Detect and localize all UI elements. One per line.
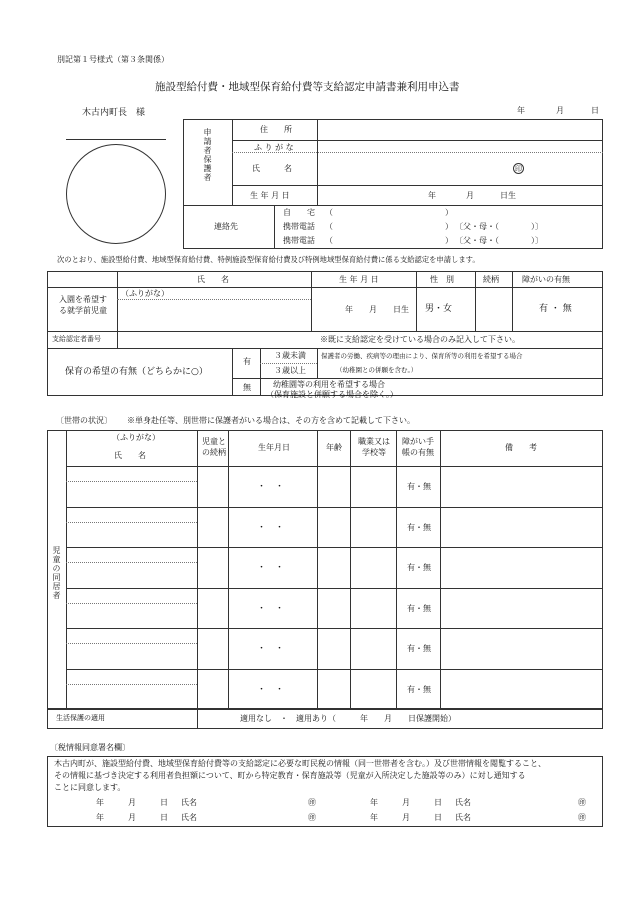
paren-close: ） <box>445 236 453 245</box>
hh-row-disability[interactable]: 有・無 <box>407 563 431 572</box>
hh-col-disability-2: 帳の有無 <box>402 448 434 457</box>
child-name-field[interactable] <box>119 301 309 329</box>
col-dob: 生 年 月 日 <box>339 275 379 284</box>
table-row[interactable] <box>66 507 603 548</box>
hh-col-furigana: （ふりがな） <box>112 433 160 442</box>
hh-col-job-1: 職業又は <box>358 437 390 446</box>
sig-2-seal: ㊞ <box>578 798 586 807</box>
hh-col-dob: 生年月日 <box>258 443 290 452</box>
home-phone-label: 自 宅 <box>283 208 315 217</box>
child-disability-value[interactable]: 有 ・ 無 <box>539 304 572 314</box>
sig-2-name-label: 氏名 <box>455 798 471 807</box>
dob-year: 年 <box>428 191 436 200</box>
sig-1-name-field[interactable] <box>200 797 305 808</box>
yes-desc-2: （幼稚園との併願を含む。） <box>336 366 418 374</box>
hh-col-age: 年齢 <box>326 443 342 452</box>
col-relation: 続柄 <box>483 275 499 284</box>
tax-heading: 〔税情報同意署名欄〕 <box>50 743 130 752</box>
nursery-no[interactable]: 無 <box>243 383 251 392</box>
under3-option[interactable]: ３歳未満 <box>274 351 306 360</box>
paren-close: ） <box>445 222 453 231</box>
stamp-circle[interactable] <box>66 144 166 244</box>
yes-desc-1: 保護者の労働、疾病等の理由により、保育所等の利用を希望する場合 <box>321 352 523 360</box>
furigana-field[interactable] <box>320 142 600 152</box>
cert-number-field[interactable] <box>119 333 314 347</box>
table-row[interactable] <box>66 588 603 629</box>
sig-1-name-label: 氏名 <box>181 798 197 807</box>
child-row-label-2: る就学前児童 <box>59 306 107 315</box>
hh-row-dob[interactable]: ・ ・ <box>257 685 285 695</box>
child-row-label-1: 入園を希望す <box>59 295 107 304</box>
hh-row-dob[interactable]: ・ ・ <box>257 482 285 492</box>
cert-number-label: 支給認定者番号 <box>52 335 101 343</box>
hh-row-disability[interactable]: 有・無 <box>407 644 431 653</box>
sig-4-seal: ㊞ <box>578 813 586 822</box>
hh-col-remarks: 備 考 <box>505 443 537 452</box>
hh-row-dob[interactable]: ・ ・ <box>257 604 285 614</box>
mobile-1-label: 携帯電話 <box>283 222 315 231</box>
sig-3-name-field[interactable] <box>200 812 305 823</box>
name-label: 氏 名 <box>252 164 292 173</box>
child-relation-field[interactable] <box>477 289 510 329</box>
sig-4-date: 年 月 日 <box>370 813 442 822</box>
tax-text-1: 木古内町が、施設型給付費、地域型保育給付費等の支給認定に必要な町民税の情報（同一世帯者を含む。）及び世帯情報を閲覧すること、 <box>54 759 546 768</box>
hh-col-name: 氏 名 <box>114 451 146 460</box>
hh-row-disability[interactable]: 有・無 <box>407 482 431 491</box>
over3-option[interactable]: ３歳以上 <box>274 366 306 375</box>
sig-1-seal: ㊞ <box>308 798 316 807</box>
nursery-yes[interactable]: 有 <box>243 357 251 366</box>
cert-number-note: ※既に支給認定を受けている場合のみ記入して下さい。 <box>320 335 520 344</box>
table-row[interactable] <box>66 628 603 669</box>
addressee: 木古内町長 様 <box>82 108 146 118</box>
stamp-top-line <box>66 139 166 140</box>
sig-4-name-label: 氏名 <box>455 813 471 822</box>
household-note: ※単身赴任等、別世帯に保護者がいる場合は、その方を含めて記載して下さい。 <box>127 416 415 425</box>
intro-text: 次のとおり、施設型給付費、地域型保育給付費、特例施設型保育給付費及び特例地域型保育給付費に係る支給認定を申請します。 <box>57 255 480 264</box>
household-heading: 〔世帯の状況〕 <box>56 416 112 425</box>
hh-row-dob[interactable]: ・ ・ <box>257 563 285 573</box>
hh-col-job-2: 学校等 <box>362 448 386 457</box>
sig-4-name-field[interactable] <box>474 812 574 823</box>
welfare-label: 生活保護の適用 <box>56 714 105 722</box>
mobile-2-label: 携帯電話 <box>283 236 315 245</box>
hh-row-disability[interactable]: 有・無 <box>407 604 431 613</box>
tax-text-2: その情報に基づき決定する利用者負担額について、町から特定教育・保育施設等（児童が入所決定した施設等のみ）に対し通知する <box>54 771 526 780</box>
sig-3-date: 年 月 日 <box>96 813 168 822</box>
nursery-label: 保育の希望の有無（どちらかに○） <box>65 367 208 377</box>
hh-col-disability-1: 障がい手 <box>402 437 434 446</box>
col-sex: 性 別 <box>430 275 454 284</box>
relation-2: 〔父・母・（ ）〕 <box>455 236 543 245</box>
table-row[interactable] <box>66 547 603 588</box>
col-name: 氏 名 <box>197 275 229 284</box>
paren-open: （ <box>325 208 333 217</box>
address-field[interactable] <box>320 121 600 139</box>
sig-3-seal: ㊞ <box>308 813 316 822</box>
child-furigana-note: （ふりがな） <box>121 289 169 298</box>
col-disability: 障がいの有無 <box>522 275 570 284</box>
paren-open: （ <box>325 236 333 245</box>
sig-2-date: 年 月 日 <box>370 798 442 807</box>
no-desc-2: （保育施設と併願する場合を除く。） <box>266 390 398 399</box>
hh-row-disability[interactable]: 有・無 <box>407 523 431 532</box>
hh-row-disability[interactable]: 有・無 <box>407 685 431 694</box>
tax-text-3: ことに同意します。 <box>54 783 126 792</box>
welfare-value[interactable]: 適用なし ・ 適用あり（ 年 月 日保護開始） <box>240 714 456 723</box>
sig-3-name-label: 氏名 <box>181 813 197 822</box>
relation-1: 〔父・母・（ ）〕 <box>455 222 543 231</box>
date-day-label: 日 <box>591 106 599 115</box>
hh-row-dob[interactable]: ・ ・ <box>257 523 285 533</box>
no-desc-1: 幼稚園等の利用を希望する場合 <box>273 380 385 389</box>
hh-side-label: 児童の同居者 <box>52 546 61 600</box>
sig-2-name-field[interactable] <box>474 797 574 808</box>
furigana-label: ふ り が な <box>254 143 294 152</box>
date-year-label: 年 <box>517 106 525 115</box>
hh-col-relation-1: 児童と <box>202 437 226 446</box>
form-number: 別記第１号様式（第３条関係） <box>57 55 169 64</box>
hh-row-dob[interactable]: ・ ・ <box>257 644 285 654</box>
dob-suffix: 日生 <box>500 191 516 200</box>
name-field[interactable] <box>320 154 510 184</box>
sig-1-date: 年 月 日 <box>96 798 168 807</box>
paren-open: （ <box>325 222 333 231</box>
table-row[interactable] <box>66 669 603 710</box>
child-dob-value: 年 月 日生 <box>345 305 409 314</box>
dob-label: 生 年 月 日 <box>250 191 290 200</box>
applicant-section-label: 申請者保護者 <box>203 128 212 182</box>
date-month-label: 月 <box>556 106 564 115</box>
child-sex-value[interactable]: 男・女 <box>425 304 453 314</box>
table-row[interactable] <box>66 466 603 507</box>
seal-mark: 印 <box>515 165 522 173</box>
paren-close: ） <box>445 208 453 217</box>
address-label: 住 所 <box>260 125 292 134</box>
form-title: 施設型給付費・地域型保育給付費等支給認定申請書兼利用申込書 <box>155 81 460 93</box>
dob-month: 月 <box>466 191 474 200</box>
hh-col-relation-2: の続柄 <box>202 448 226 457</box>
contact-label: 連絡先 <box>214 222 238 231</box>
